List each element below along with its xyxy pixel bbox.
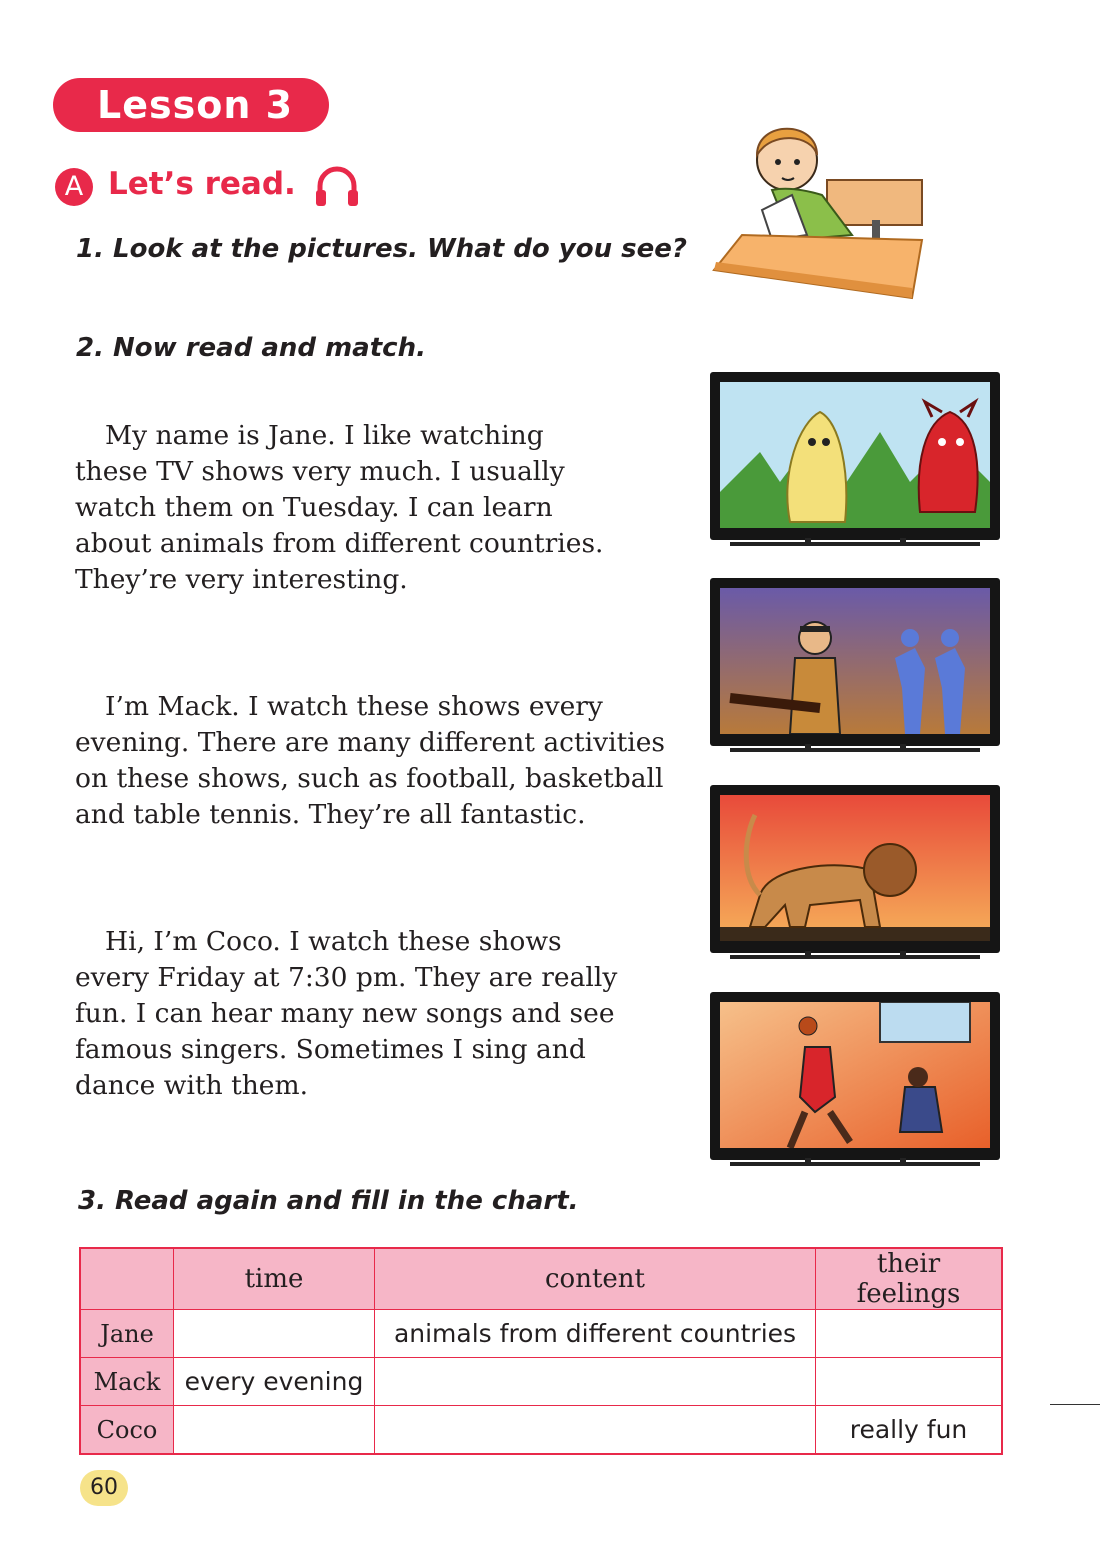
cell-content-input[interactable] (375, 1406, 816, 1455)
row-name: Coco (80, 1406, 174, 1455)
margin-mark (1050, 1404, 1100, 1405)
cell-content-input[interactable]: animals from different countries (375, 1310, 816, 1358)
mack-line: and table tennis. They’re all fantastic. (75, 799, 586, 830)
cell-feelings-input[interactable] (816, 1310, 1003, 1358)
section-title: Let’s read. (108, 166, 296, 202)
coco-line: dance with them. (75, 1070, 309, 1101)
mack-line: I’m Mack. I watch these shows every (105, 691, 603, 722)
tv-cartoon-picture[interactable] (710, 372, 1000, 550)
cell-feelings-input[interactable]: really fun (816, 1406, 1003, 1455)
jane-line: about animals from different countries. (75, 528, 604, 559)
mack-line: evening. There are many different activities (75, 727, 665, 758)
coco-line: every Friday at 7:30 pm. They are really (75, 962, 618, 993)
coco-line: Hi, I’m Coco. I watch these shows (105, 926, 562, 957)
basketball-scene (720, 1002, 990, 1148)
tv-sports-show-picture[interactable] (710, 992, 1000, 1170)
jane-line: My name is Jane. I like watching (105, 420, 544, 451)
lesson-title: Lesson 3 (97, 83, 294, 127)
cell-time-input[interactable] (174, 1406, 375, 1455)
section-letter-badge: A (55, 168, 93, 206)
boy-at-desk-illustration (712, 100, 944, 300)
cell-time-input[interactable]: every evening (174, 1358, 375, 1406)
paragraph-mack (75, 689, 675, 833)
instruction-look: 1. Look at the pictures. What do you see? (76, 234, 687, 264)
singer-scene (720, 588, 990, 734)
cell-content-input[interactable] (375, 1358, 816, 1406)
chart-header-time: time (174, 1248, 375, 1310)
chart-header-feelings: their feelings (816, 1248, 1003, 1310)
table-row (80, 1310, 1002, 1358)
jane-line: these TV shows very much. I usually (75, 456, 565, 487)
cell-time-input[interactable] (174, 1310, 375, 1358)
table-row (80, 1406, 1002, 1455)
row-name: Jane (80, 1310, 174, 1358)
chart-header-content: content (375, 1248, 816, 1310)
tv-animal-show-picture[interactable] (710, 785, 1000, 963)
instruction-read-match: 2. Now read and match. (76, 333, 426, 363)
page-number: 60 (80, 1470, 128, 1506)
headphones-icon[interactable] (312, 164, 362, 208)
row-name: Mack (80, 1358, 174, 1406)
coco-line: famous singers. Sometimes I sing and (75, 1034, 586, 1065)
paragraph-jane (75, 418, 635, 598)
jane-line: watch them on Tuesday. I can learn (75, 492, 553, 523)
mack-line: on these shows, such as football, basketball (75, 763, 664, 794)
cell-feelings-input[interactable] (816, 1358, 1003, 1406)
paragraph-coco (75, 924, 635, 1104)
cartoon-scene (720, 382, 990, 528)
jane-line: They’re very interesting. (75, 564, 408, 595)
lesson-title-badge (53, 78, 329, 132)
fill-in-chart (79, 1247, 1003, 1455)
table-row (80, 1358, 1002, 1406)
instruction-fill-chart: 3. Read again and fill in the chart. (78, 1186, 579, 1216)
lion-scene (720, 795, 990, 941)
tv-music-show-picture[interactable] (710, 578, 1000, 756)
chart-header-row (80, 1248, 1002, 1310)
coco-line: fun. I can hear many new songs and see (75, 998, 615, 1029)
chart-header-blank (80, 1248, 174, 1310)
